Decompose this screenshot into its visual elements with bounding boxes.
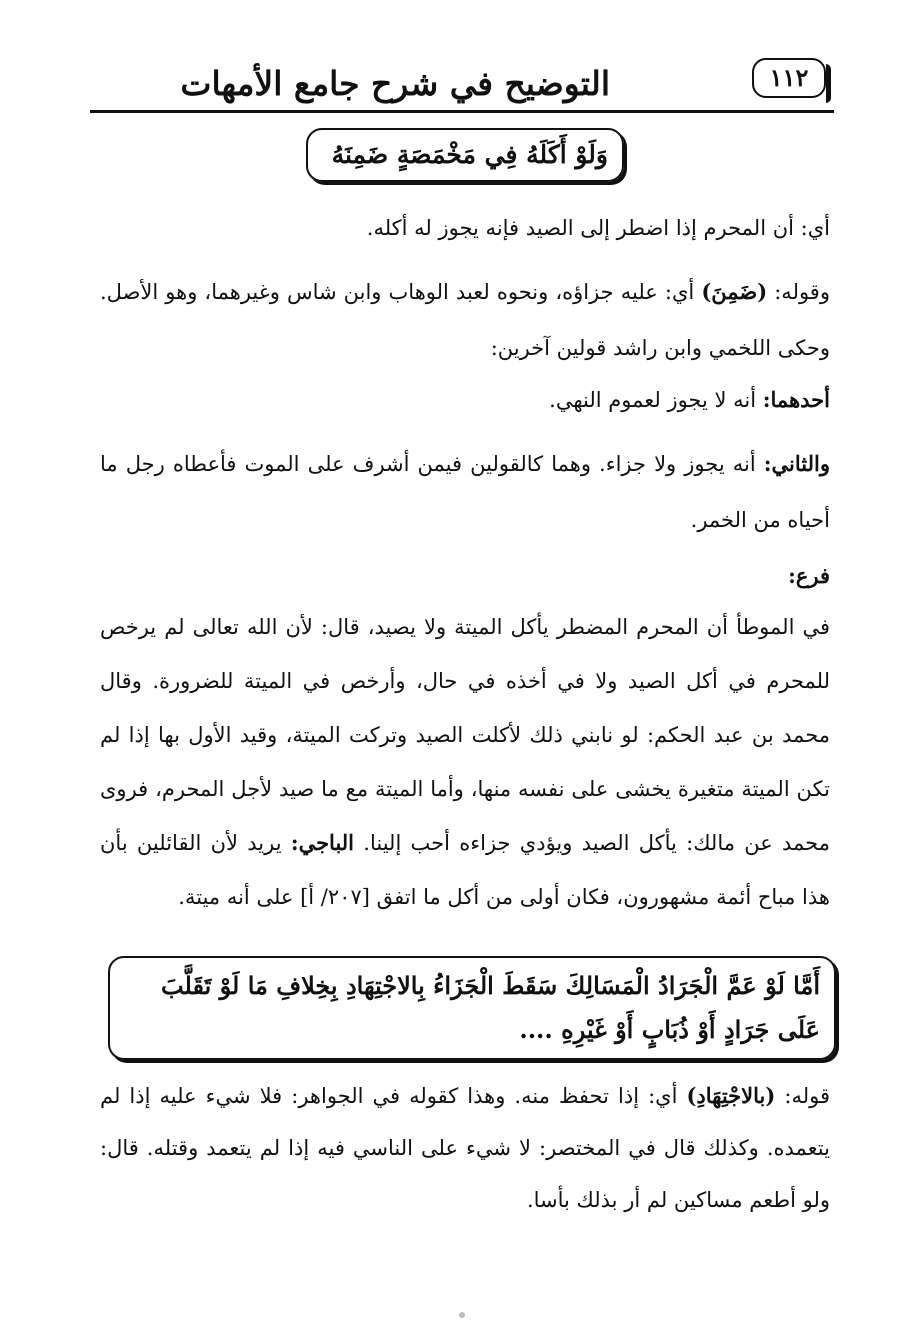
paragraph-3-text: أنه لا يجوز لعموم النهي.: [549, 388, 763, 412]
paragraph-6-text-b: يريد لأن القائلين بأن هذا مباح أئمة مشهورون، فكان أولى من أكل ما اتفق [٢٠٧/ أ] على أنه ميتة.: [100, 831, 830, 909]
term-al-thani: والثاني:: [763, 451, 830, 476]
paragraph-4-text: أنه يجوز ولا جزاء. وهما كالقولين فيمن أشرف على الموت فأعطاه رجل ما أحياه من الخمر.: [100, 452, 830, 532]
header-divider: [90, 110, 834, 113]
paragraph-1: أي: أن المحرم إذا اضطر إلى الصيد فإنه يجوز له أكله.: [366, 216, 830, 240]
paragraph-2-lead: وقوله:: [767, 280, 830, 304]
paragraph-2-text: أي: عليه جزاؤه، ونحوه لعبد الوهاب وابن شاس وغيرهما، وهو الأصل. وحكى اللخمي وابن راشد قولين آخرين:: [100, 280, 830, 360]
term-bil-ijtihad: (بالاجْتِهَادِ): [686, 1083, 776, 1108]
paragraph-7: [100, 1070, 830, 1226]
term-ahaduhuma: أحدهما:: [762, 387, 830, 412]
paragraph-4: [100, 436, 830, 548]
paragraph-6: [100, 600, 830, 924]
running-header-title: التوضيح في شرح جامع الأمهات: [180, 64, 610, 103]
paragraph-7-lead: قوله:: [775, 1084, 830, 1108]
section-heading-far: فرع:: [788, 563, 830, 588]
matn-box-1: وَلَوْ أَكَلَهُ فِي مَخْمَصَةٍ ضَمِنَهُ: [306, 128, 624, 182]
term-damin: (ضَمِنَ): [701, 279, 768, 304]
matn-box-2: أَمَّا لَوْ عَمَّ الْجَرَادُ الْمَسَالِكَ سَقَطَ الْجَزَاءُ بِالاجْتِهَادِ بِخِلافِ مَا لَوْ تَقَلَّبَ عَلَى جَرَادٍ أَوْ ذُبَابٍ أَوْ غَيْرِهِ ....: [108, 956, 836, 1060]
paragraph-7-text: أي: إذا تحفظ منه. وهذا كقوله في الجواهر: فلا شيء عليه إذا لم يتعمده. وكذلك قال في المختصر: لا شيء على الناسي فيه إذا لم يتعمد وقتله. قال: ولو أطعم مساكين لم أر بذلك بأسا.: [100, 1084, 830, 1212]
paragraph-2: [100, 264, 830, 376]
paragraph-6-text-a: في الموطأ أن المحرم المضطر يأكل الميتة ولا يصيد، قال: لأن الله تعالى لم يرخص للمحرم في أكل الصيد ولا في أخذه في حال، وأرخص في الميتة للضرورة. وقال محمد بن عبد الحكم: لو نابني ذلك لأكلت الصيد وتركت الميتة، وقيد الأول بها إذا لم تكن الميتة متغيرة يخشى على نفسه منها، وأما الميتة مع ما صيد لأجل المحرم، فروى محمد عن مالك: يأكل الصيد ويؤدي جزاءه أحب إلينا.: [100, 615, 830, 855]
page-number: ١١٢: [752, 58, 826, 98]
paragraph-3: [330, 372, 830, 428]
page-speck: [459, 1312, 465, 1318]
term-al-baji: الباجي:: [290, 830, 355, 855]
